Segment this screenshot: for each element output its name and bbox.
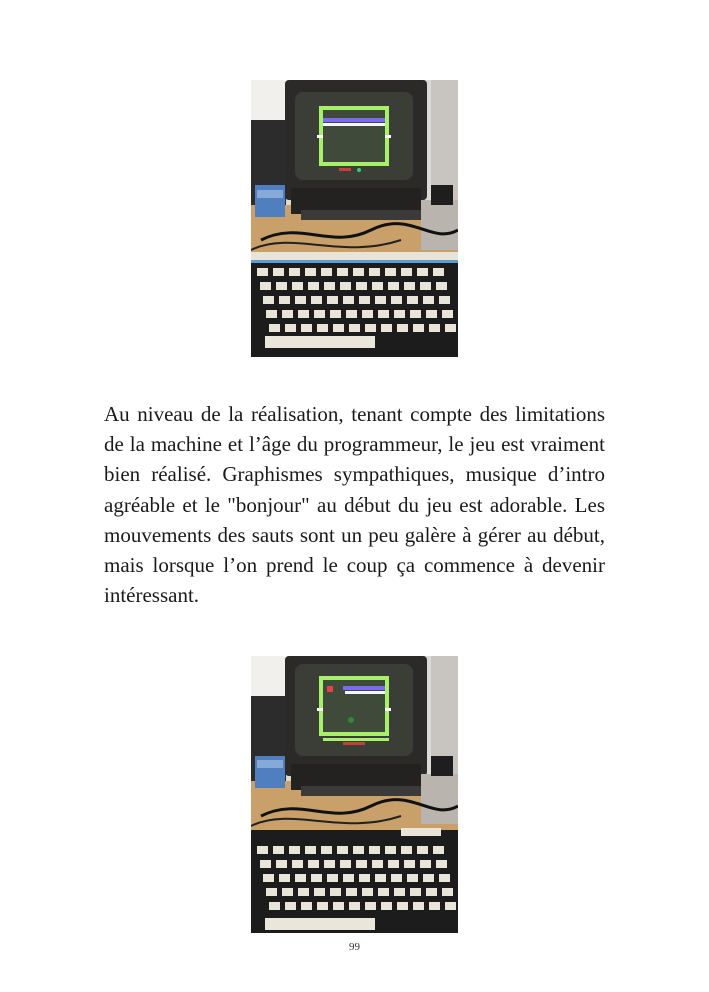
keyboard-key [423, 874, 434, 882]
keyboard-key [269, 324, 280, 332]
keyboard-key [269, 902, 280, 910]
keyboard-key [391, 296, 402, 304]
keyboard-key [381, 324, 392, 332]
keyboard-key [285, 324, 296, 332]
keyboard-key [369, 846, 380, 854]
keyboard-key [436, 860, 447, 868]
keyboard-key [343, 874, 354, 882]
keyboard-key [445, 324, 456, 332]
keyboard-key [260, 282, 271, 290]
keyboard-key [353, 268, 364, 276]
keyboard-key [324, 282, 335, 290]
photo-retro-computer-bottom [251, 656, 458, 933]
keyboard-key [292, 860, 303, 868]
keyboard-key [337, 846, 348, 854]
keyboard-key [298, 310, 309, 318]
keyboard-key [337, 268, 348, 276]
keyboard-key [295, 874, 306, 882]
keyboard-key [324, 860, 335, 868]
keyboard-key [327, 296, 338, 304]
keyboard-key [353, 846, 364, 854]
keyboard-key [282, 888, 293, 896]
keyboard-key [301, 902, 312, 910]
keyboard-key [365, 324, 376, 332]
keyboard-key [433, 268, 444, 276]
keyboard-key [289, 268, 300, 276]
keyboard-key [413, 324, 424, 332]
keyboard-key [333, 902, 344, 910]
keyboard-key [314, 888, 325, 896]
keyboard-key [397, 902, 408, 910]
keyboard-key [407, 874, 418, 882]
keyboard-key [317, 902, 328, 910]
keyboard-key [359, 874, 370, 882]
keyboard-key [372, 282, 383, 290]
keyboard-key [385, 268, 396, 276]
keyboard-key [295, 296, 306, 304]
keyboard-key [426, 310, 437, 318]
keyboard-key [442, 310, 453, 318]
keyboard-key [301, 324, 312, 332]
keyboard-key [372, 860, 383, 868]
keyboard-key [356, 282, 367, 290]
keyboard-key [388, 860, 399, 868]
photo-retro-computer-top [251, 80, 458, 357]
keyboard-key [273, 846, 284, 854]
keyboard-key [308, 860, 319, 868]
keyboard-key [433, 846, 444, 854]
keyboard-key [276, 860, 287, 868]
keyboard-key [365, 902, 376, 910]
keyboard-key [388, 282, 399, 290]
keyboard-key [375, 296, 386, 304]
keyboard-key [381, 902, 392, 910]
photo-retro-computer-bottom-drawing [251, 656, 458, 933]
keyboard-key [266, 888, 277, 896]
keyboard-key [378, 310, 389, 318]
keyboard-key [317, 324, 328, 332]
keyboard-key [276, 282, 287, 290]
keyboard-key [273, 268, 284, 276]
keyboard-key [410, 888, 421, 896]
keyboard-key [375, 874, 386, 882]
keyboard-key [321, 846, 332, 854]
keyboard-key [410, 310, 421, 318]
keyboard-key [385, 846, 396, 854]
keyboard-key [429, 902, 440, 910]
keyboard-key [401, 268, 412, 276]
keyboard-key [346, 310, 357, 318]
keyboard-key [330, 888, 341, 896]
keyboard-key [327, 874, 338, 882]
keyboard-key [442, 888, 453, 896]
keyboard-key [349, 324, 360, 332]
keyboard-key [362, 310, 373, 318]
keyboard-key [260, 860, 271, 868]
keyboard-key [417, 268, 428, 276]
keyboard-key [356, 860, 367, 868]
keyboard-key [439, 296, 450, 304]
keyboard-key [391, 874, 402, 882]
keyboard-key [394, 310, 405, 318]
keyboard-key [394, 888, 405, 896]
keyboard-key [346, 888, 357, 896]
keyboard-key [401, 846, 412, 854]
keyboard-key [404, 860, 415, 868]
photo-retro-computer-top-drawing [251, 80, 458, 357]
keyboard-key [362, 888, 373, 896]
keyboard-key [305, 846, 316, 854]
keyboard-key [311, 296, 322, 304]
keyboard-key [257, 846, 268, 854]
page-number: 99 [349, 941, 360, 953]
keyboard-key [436, 282, 447, 290]
keyboard-key [407, 296, 418, 304]
keyboard-key [423, 296, 434, 304]
keyboard-key [420, 282, 431, 290]
keyboard-key [263, 296, 274, 304]
keyboard-key [321, 268, 332, 276]
keyboard-key [359, 296, 370, 304]
keyboard-key [266, 310, 277, 318]
keyboard-key [349, 902, 360, 910]
keyboard-key [333, 324, 344, 332]
keyboard-key [263, 874, 274, 882]
keyboard-key [429, 324, 440, 332]
keyboard-key [292, 282, 303, 290]
keyboard-key [289, 846, 300, 854]
keyboard-key [330, 310, 341, 318]
keyboard-key [285, 902, 296, 910]
keyboard-key [340, 282, 351, 290]
keyboard-key [378, 888, 389, 896]
keyboard-key [311, 874, 322, 882]
keyboard-key [257, 268, 268, 276]
keyboard-key [298, 888, 309, 896]
keyboard-key [439, 874, 450, 882]
keyboard-key [279, 874, 290, 882]
keyboard-key [420, 860, 431, 868]
keyboard-key [397, 324, 408, 332]
body-paragraph: Au niveau de la réalisation, tenant compte des limitations de la machine et l’âge du programmeur, le jeu est vraiment bien réalisé. Graphismes sympathiques, musique d’intro agréable et le "bonjour" au début du jeu est adorable. Les mouvements des sauts sont un peu galère à gérer au début, mais lorsque l’on prend le coup ça commence à devenir intéressant. [104, 402, 605, 608]
keyboard-key [343, 296, 354, 304]
keyboard-key [413, 902, 424, 910]
keyboard-key [282, 310, 293, 318]
keyboard-key [445, 902, 456, 910]
keyboard-key [404, 282, 415, 290]
keyboard-key [426, 888, 437, 896]
keyboard-key [305, 268, 316, 276]
keyboard-key [417, 846, 428, 854]
keyboard-key [369, 268, 380, 276]
keyboard-key [340, 860, 351, 868]
keyboard-key [314, 310, 325, 318]
keyboard-key [308, 282, 319, 290]
keyboard-key [279, 296, 290, 304]
